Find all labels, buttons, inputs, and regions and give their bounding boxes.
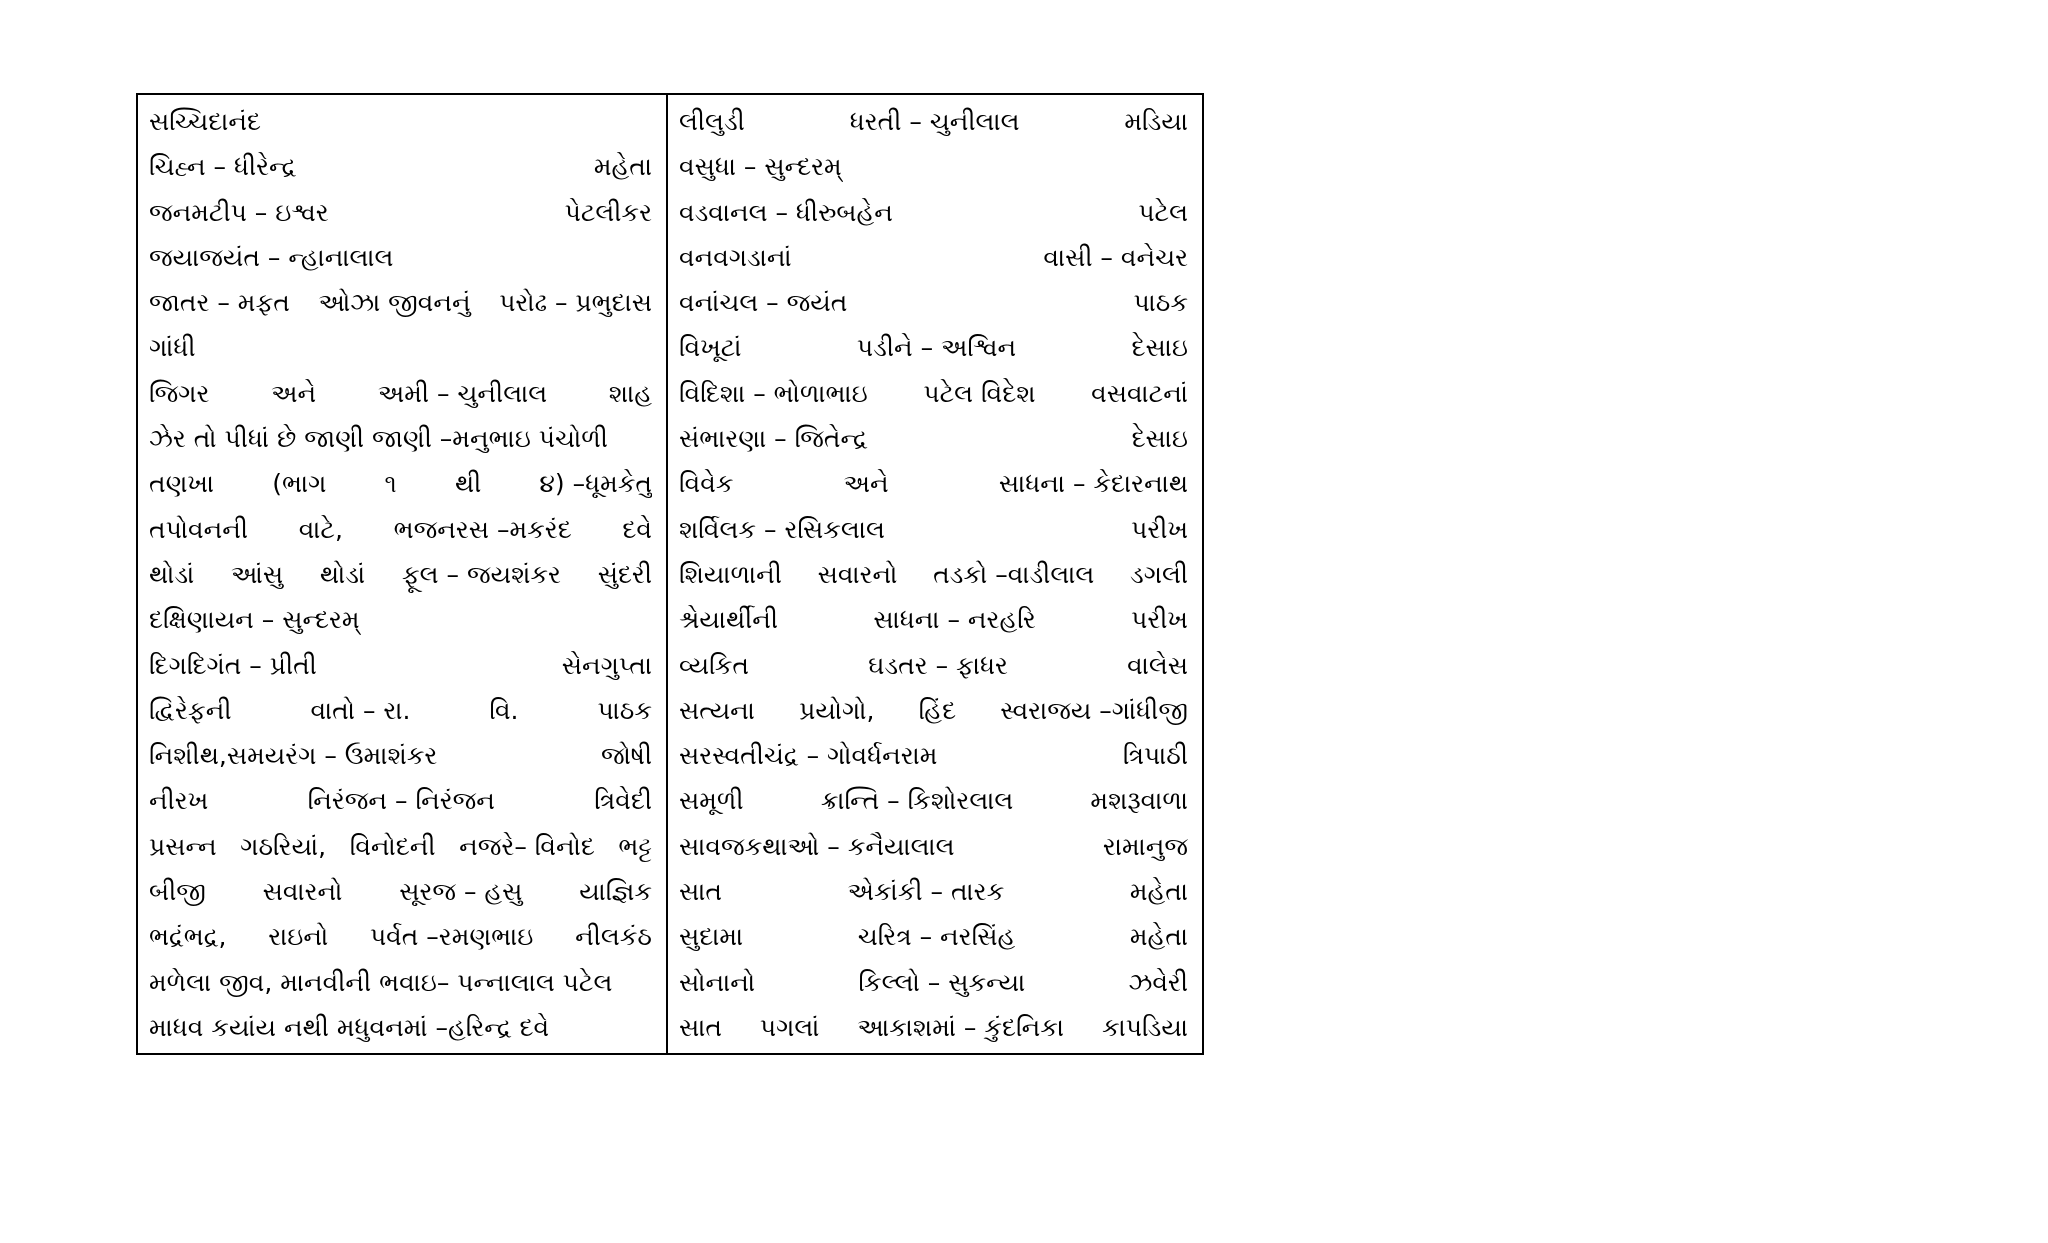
book-entry bbox=[149, 371, 652, 416]
entry-text-segment: પર્વત –રમણભાઇ bbox=[369, 922, 534, 952]
entry-text-segment: સવારનો bbox=[817, 559, 898, 589]
entry-text-segment: બીજી bbox=[149, 877, 206, 907]
entry-text-segment: સોનાનો bbox=[679, 967, 756, 997]
entry-text-segment: ઝવેરી bbox=[1128, 967, 1188, 997]
entry-text-segment: મહેતા bbox=[593, 152, 652, 182]
entry-text-segment: વાલેસ bbox=[1127, 650, 1188, 680]
book-entry bbox=[149, 597, 652, 642]
entry-text-segment: તડકો –વાડીલાલ bbox=[933, 559, 1095, 589]
entry-text-segment: સાત bbox=[679, 1012, 722, 1042]
entry-text-segment: મશરૂવાળા bbox=[1090, 786, 1188, 816]
entry-text-segment: ઝેર તો પીધાં છે જાણી જાણી –મનુભાઇ પંચોળી bbox=[149, 424, 608, 454]
entry-text-segment: જાતર – મફત bbox=[149, 288, 290, 318]
entry-text-segment: તણખા bbox=[149, 469, 215, 499]
entry-text-segment: નીરખ bbox=[149, 786, 209, 816]
entry-text-segment: પ્રયોગો, bbox=[799, 695, 875, 725]
entry-text-segment: નજરે– વિનોદ bbox=[459, 831, 595, 861]
entry-text-segment: વનવગડાનાં bbox=[679, 242, 792, 272]
entry-text-segment: મળેલા જીવ, માનવીની ભવાઇ– પન્નાલાલ પટેલ bbox=[149, 967, 613, 997]
entry-text-segment: થોડાં bbox=[319, 559, 366, 589]
book-entry bbox=[679, 99, 1188, 144]
entry-text-segment: અને bbox=[271, 378, 317, 408]
entry-text-segment: થોડાં bbox=[149, 559, 195, 589]
entry-text-segment: નિશીથ,સમયરંગ – ઉમાશંકર bbox=[149, 741, 438, 771]
entry-text-segment: વસુધા – સુન્દરમ્ bbox=[679, 152, 842, 182]
book-entry bbox=[679, 461, 1188, 506]
entry-text-segment: જિગર bbox=[149, 378, 210, 408]
entry-text-segment: સાવજકથાઓ – કનૈયાલાલ bbox=[679, 831, 955, 861]
entry-text-segment: ત્રિપાઠી bbox=[1122, 741, 1188, 771]
entry-text-segment: વાસી – વનેચર bbox=[1043, 242, 1188, 272]
entry-text-segment: દિગદિગંત – પ્રીતી bbox=[149, 650, 317, 680]
entry-text-segment: પાઠક bbox=[1133, 288, 1188, 318]
book-entry bbox=[149, 643, 652, 688]
book-entry bbox=[149, 280, 652, 325]
book-entry bbox=[679, 597, 1188, 642]
entry-text-segment: પટેલ bbox=[1138, 197, 1188, 227]
book-entry bbox=[149, 914, 652, 959]
entry-text-segment: શ્રેયાર્થીની bbox=[679, 605, 779, 635]
entry-text-segment: વસવાટનાં bbox=[1091, 378, 1188, 408]
entry-text-segment: ૪) –ધૂમકેતુ bbox=[539, 469, 652, 499]
entry-text-segment: વનાંચલ – જયંત bbox=[679, 288, 848, 318]
entry-text-segment: મડિયા bbox=[1124, 107, 1188, 136]
entry-text-segment: અમી – ચુનીલાલ bbox=[377, 378, 548, 408]
left-column bbox=[138, 95, 668, 1053]
book-entry bbox=[679, 552, 1188, 597]
entry-text-segment: ચરિત્ર – નરસિંહ bbox=[857, 922, 1016, 952]
entry-text-segment: ગઠરિયાં, bbox=[240, 831, 327, 861]
entry-text-segment: દેસાઇ bbox=[1131, 333, 1188, 363]
book-entry bbox=[679, 371, 1188, 416]
entry-text-segment: પાઠક bbox=[597, 695, 652, 725]
entry-text-segment: આકાશમાં – કુંદનિકા bbox=[857, 1012, 1065, 1042]
entry-text-segment: અને bbox=[843, 469, 889, 499]
entry-text-segment: થી bbox=[454, 469, 482, 499]
entry-text-segment: સત્યના bbox=[679, 695, 755, 725]
entry-text-segment: દવે bbox=[622, 514, 652, 544]
book-entry bbox=[679, 960, 1188, 1005]
entry-text-segment: સમૂળી bbox=[679, 786, 744, 816]
entry-text-segment: શાહ bbox=[608, 378, 652, 408]
entry-text-segment: વાતો – રા. bbox=[310, 695, 411, 725]
book-entry bbox=[149, 325, 652, 370]
entry-text-segment: સવારનો bbox=[262, 877, 343, 907]
entry-text-segment: ધરતી – ચુનીલાલ bbox=[849, 107, 1020, 136]
entry-text-segment: શર્વિલક – રસિકલાલ bbox=[679, 514, 885, 544]
entry-text-segment: મહેતા bbox=[1129, 922, 1188, 952]
entry-text-segment: સરસ્વતીચંદ્ર – ગોવર્ધનરામ bbox=[679, 741, 938, 771]
entry-text-segment: ગાંધી bbox=[149, 333, 196, 363]
entry-text-segment: રાઇનો bbox=[268, 922, 329, 952]
entry-text-segment: તપોવનની bbox=[149, 514, 249, 544]
entry-text-segment: સુદામા bbox=[679, 922, 744, 952]
book-entry bbox=[679, 280, 1188, 325]
book-entry bbox=[149, 688, 652, 733]
entry-text-segment: પ્રસન્ન bbox=[149, 831, 217, 861]
book-entry bbox=[149, 869, 652, 914]
entry-text-segment: કાપડિયા bbox=[1101, 1012, 1188, 1042]
entry-text-segment: ક્રાન્તિ – કિશોરલાલ bbox=[820, 786, 1014, 816]
book-entry bbox=[679, 733, 1188, 778]
entry-text-segment: કિલ્લો – સુકન્યા bbox=[858, 967, 1026, 997]
entry-text-segment: પડીને – અશ્વિન bbox=[856, 333, 1017, 363]
entry-text-segment: પરીખ bbox=[1131, 514, 1188, 544]
entry-text-segment: પટેલ વિદેશ bbox=[923, 378, 1036, 408]
entry-text-segment: ભજનરસ –મકરંદ bbox=[393, 514, 572, 544]
entry-text-segment: સેનગુપ્તા bbox=[561, 650, 652, 680]
entry-text-segment: વિદિશા – ભોળાભાઇ bbox=[679, 378, 868, 408]
entry-text-segment: વિ. bbox=[489, 695, 519, 725]
entry-text-segment: એકાંકી – તારક bbox=[847, 877, 1005, 907]
entry-text-segment: વિખૂટાં bbox=[679, 333, 742, 363]
entry-text-segment: જયાજયંત – ન્હાનાલાલ bbox=[149, 242, 394, 272]
entry-text-segment: હિંદ bbox=[918, 695, 957, 725]
entry-text-segment: પેટલીકર bbox=[564, 197, 652, 227]
entry-text-segment: સંભારણા – જિતેન્દ્ર bbox=[679, 424, 868, 454]
book-entry bbox=[149, 416, 652, 461]
entry-text-segment: પગલાં bbox=[759, 1012, 820, 1042]
book-entry bbox=[679, 416, 1188, 461]
book-entry bbox=[149, 778, 652, 823]
entry-text-segment: વાટે, bbox=[298, 514, 343, 544]
book-entry bbox=[679, 235, 1188, 280]
book-entry bbox=[149, 1005, 652, 1050]
entry-text-segment: દ્વિરેફની bbox=[149, 695, 232, 725]
entry-text-segment: ત્રિવેદી bbox=[594, 786, 652, 816]
book-entry bbox=[149, 824, 652, 869]
book-entry bbox=[679, 914, 1188, 959]
book-entry bbox=[149, 144, 652, 189]
book-entry bbox=[149, 461, 652, 506]
book-entry bbox=[149, 507, 652, 552]
book-entry bbox=[149, 190, 652, 235]
entry-text-segment: ચિહ્‍ન – ધીરેન્દ્ર bbox=[149, 152, 297, 182]
entry-text-segment: નીલકંઠ bbox=[575, 922, 652, 952]
entry-text-segment: વડવાનલ – ધીરુબહેન bbox=[679, 197, 893, 227]
entry-text-segment: પરીખ bbox=[1131, 605, 1188, 635]
right-column bbox=[668, 95, 1202, 1053]
entry-text-segment: સાત bbox=[679, 877, 722, 907]
entry-text-segment: શિયાળાની bbox=[679, 559, 782, 589]
book-entry bbox=[679, 869, 1188, 914]
book-entry bbox=[679, 778, 1188, 823]
entry-text-segment: સાધના – નરહરિ bbox=[873, 605, 1036, 635]
book-entry bbox=[679, 190, 1188, 235]
book-list-table bbox=[136, 93, 1204, 1055]
book-entry bbox=[149, 235, 652, 280]
entry-text-segment: જોષી bbox=[600, 741, 652, 771]
entry-text-segment: સ્વરાજય –ગાંધીજી bbox=[1000, 695, 1188, 725]
entry-text-segment: ભદ્રંભદ્ર, bbox=[149, 922, 227, 952]
entry-text-segment: રામાનુજ bbox=[1102, 831, 1188, 861]
book-entry bbox=[679, 688, 1188, 733]
book-entry bbox=[679, 1005, 1188, 1050]
entry-text-segment: (ભાગ bbox=[272, 469, 327, 499]
book-entry bbox=[149, 733, 652, 778]
entry-text-segment: વિવેક bbox=[679, 469, 734, 499]
entry-text-segment: વ્યકિત bbox=[679, 650, 749, 680]
book-entry bbox=[679, 325, 1188, 370]
book-entry bbox=[679, 144, 1188, 189]
entry-text-segment: ૧ bbox=[384, 469, 397, 499]
entry-text-segment: ડગલી bbox=[1129, 559, 1188, 589]
book-entry bbox=[149, 552, 652, 597]
book-entry bbox=[149, 960, 652, 1005]
entry-text-segment: સૂરજ – હસુ bbox=[399, 877, 523, 907]
book-entry bbox=[679, 507, 1188, 552]
entry-text-segment: ઘડતર – ફાધર bbox=[868, 650, 1008, 680]
entry-text-segment: સાધના – કેદારનાથ bbox=[998, 469, 1188, 499]
entry-text-segment: સુંદરી bbox=[597, 559, 652, 589]
entry-text-segment: દક્ષિણાયન – સુન્દરમ્ bbox=[149, 605, 360, 635]
entry-text-segment: માધવ કયાંય નથી મધુવનમાં –હરિન્દ્ર દવે bbox=[149, 1012, 550, 1042]
entry-text-segment: ઓઝા જીવનનું bbox=[318, 288, 471, 318]
entry-text-segment: ફૂલ – જયશંકર bbox=[401, 559, 561, 589]
book-entry bbox=[679, 643, 1188, 688]
entry-text-segment: યાજ્ઞિક bbox=[579, 877, 652, 907]
book-entry bbox=[149, 99, 652, 144]
entry-text-segment: પરોઢ – પ્રભુદાસ bbox=[499, 288, 652, 318]
entry-text-segment: મહેતા bbox=[1129, 877, 1188, 907]
entry-text-segment: લીલુડી bbox=[679, 107, 745, 136]
entry-text-segment: સચ્ચિદાનંદ bbox=[149, 107, 262, 136]
entry-text-segment: દેસાઇ bbox=[1131, 424, 1188, 454]
entry-text-segment: નિરંજન – નિરંજન bbox=[307, 786, 495, 816]
book-entry bbox=[679, 824, 1188, 869]
entry-text-segment: વિનોદની bbox=[349, 831, 436, 861]
entry-text-segment: ભટ્ટ bbox=[618, 831, 652, 861]
entry-text-segment: જનમટીપ – ઇશ્વર bbox=[149, 197, 329, 227]
entry-text-segment: આંસુ bbox=[231, 559, 284, 589]
